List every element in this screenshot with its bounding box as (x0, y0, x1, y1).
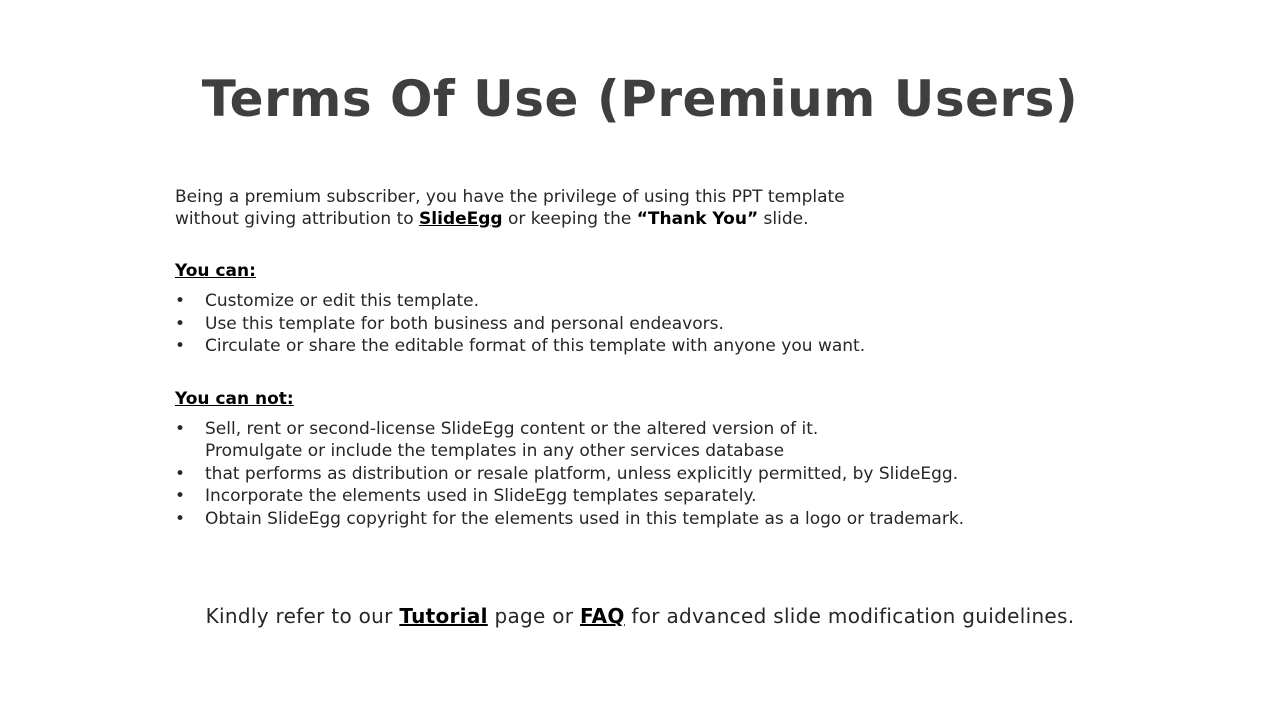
list-item-text: Use this template for both business and personal endeavors. (205, 313, 724, 334)
list-item-text: Incorporate the elements used in SlideEgg templates separately. (205, 486, 757, 506)
intro-line-2-prefix: without giving attribution to (175, 209, 420, 229)
tutorial-link[interactable]: Tutorial (399, 604, 488, 628)
bullet-icon: • (175, 418, 186, 439)
thank-you-text: “Thank You” (636, 209, 759, 229)
list-item (175, 508, 1075, 531)
you-can-not-heading: You can not: (175, 388, 294, 409)
list-item-text: Circulate or share the editable format of this template with anyone you want. (205, 336, 866, 356)
terms-body (175, 186, 1075, 530)
bullet-icon: • (175, 336, 186, 356)
you-can-not-list (175, 418, 1075, 531)
page-title: Terms Of Use (Premium Users) (201, 70, 1079, 128)
intro-line-2-suffix: slide. (758, 209, 809, 229)
you-can-list (175, 290, 1075, 358)
bullet-icon: • (175, 291, 186, 311)
list-item (175, 335, 1075, 358)
list-item (175, 290, 1075, 313)
slideegg-link[interactable]: SlideEgg (419, 209, 503, 229)
bullet-icon: • (175, 508, 186, 529)
list-item-text: that performs as distribution or resale platform, unless explicitly permitted, by SlideEgg. (205, 463, 959, 484)
list-item-text: Customize or edit this template. (205, 291, 480, 311)
bullet-icon: • (175, 463, 186, 484)
faq-link[interactable]: FAQ (579, 604, 625, 628)
list-item-text: Promulgate or include the templates in any other services database (205, 441, 785, 461)
list-item (175, 463, 1075, 486)
list-item (175, 485, 1075, 508)
list-item-text: Sell, rent or second-license SlideEgg content or the altered version of it. (205, 418, 819, 439)
you-can-heading: You can: (175, 261, 256, 281)
intro-paragraph (175, 186, 1075, 230)
bullet-icon: • (175, 486, 186, 506)
list-item-text: Obtain SlideEgg copyright for the elements used in this template as a logo or trademark. (205, 508, 965, 529)
footer-suffix: for advanced slide modification guidelines. (624, 604, 1075, 628)
bullet-icon: • (175, 313, 186, 334)
list-item (175, 313, 1075, 336)
footer-prefix: Kindly refer to our (205, 604, 400, 628)
footer-middle: page or (487, 604, 580, 628)
list-item-continuation (175, 440, 1075, 463)
intro-line-1: Being a premium subscriber, you have the privilege of using this PPT template (175, 187, 845, 207)
list-item (175, 418, 1075, 441)
footer-note (0, 602, 1280, 630)
intro-line-2-middle: or keeping the (502, 209, 637, 229)
